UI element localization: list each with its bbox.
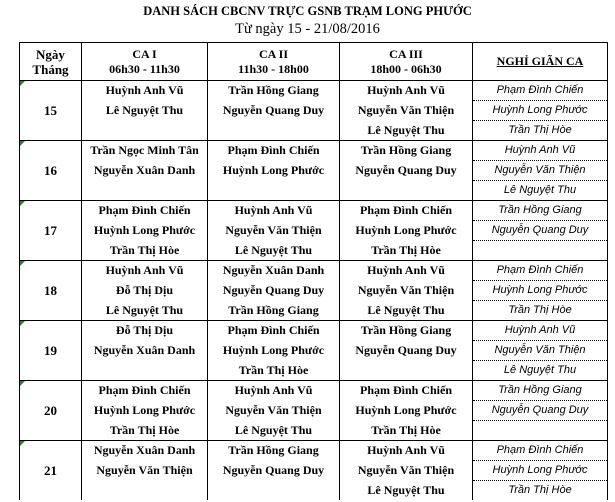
shift-ca2-cell: Trần Hồng Giang [208,301,340,321]
shift-ca3-cell: Trần Hồng Giang [340,141,473,161]
header-shift-3-name: CA III [389,46,423,61]
header-day [20,43,82,81]
day-label: 20 [44,403,57,418]
rest-cell: Nguyễn Quang Duy [473,401,608,421]
shift-ca1-cell: Trần Thị Hòe [82,241,208,261]
shift-ca3-cell: Lê Nguyệt Thu [340,481,473,501]
day-group-20 [20,381,608,441]
table-row [20,141,608,161]
rest-cell [473,421,608,441]
shift-ca2-cell: Trần Hồng Giang [208,441,340,461]
shift-ca1-cell: Phạm Đình Chiến [82,201,208,221]
shift-ca1-cell: Huỳnh Anh Vũ [82,261,208,281]
table-row [20,481,608,501]
shift-ca3-cell: Nguyễn Văn Thiện [340,101,473,121]
shift-ca2-cell: Huỳnh Long Phước [208,341,340,361]
shift-ca1-cell: Nguyễn Xuân Danh [82,161,208,181]
shift-ca3-cell: Nguyễn Quang Duy [340,161,473,181]
rest-cell: Trần Thị Hòe [473,301,608,321]
table-row [20,441,608,461]
shift-ca2-cell: Trần Thị Hòe [208,361,340,381]
rest-cell: Trần Thị Hòe [473,481,608,501]
day-group-18 [20,261,608,321]
cell-corner-marker [20,201,25,206]
rest-cell: Nguyễn Quang Duy [473,221,608,241]
table-row [20,161,608,181]
shift-ca2-cell: Huỳnh Long Phước [208,161,340,181]
table-row [20,461,608,481]
shift-ca2-cell: Lê Nguyệt Thu [208,421,340,441]
rest-cell [473,241,608,261]
shift-ca1-cell: Phạm Đình Chiến [82,381,208,401]
shift-ca1-cell: Đỗ Thị Dịu [82,281,208,301]
shift-ca1-cell [82,121,208,141]
table-row [20,341,608,361]
shift-ca1-cell: Nguyễn Văn Thiện [82,461,208,481]
header-shift-2-name: CA II [258,46,288,61]
shift-ca3-cell: Trần Thị Hòe [340,241,473,261]
table-row [20,181,608,201]
rest-cell: Lê Nguyệt Thu [473,361,608,381]
rest-cell: Phạm Đình Chiến [473,261,608,281]
day-cell [20,321,82,381]
table-row [20,81,608,101]
shift-ca2-cell [208,121,340,141]
shift-ca3-cell [340,361,473,381]
shift-ca3-cell: Trần Thị Hòe [340,421,473,441]
shift-ca1-cell: Trần Thị Hòe [82,421,208,441]
shift-ca1-cell: Huỳnh Long Phước [82,401,208,421]
header-day-line2: Tháng [32,61,69,77]
day-label: 18 [44,283,57,298]
shift-ca1-cell: Huỳnh Long Phước [82,221,208,241]
table-row [20,261,608,281]
table-row [20,381,608,401]
shift-ca3-cell: Huỳnh Anh Vũ [340,81,473,101]
shift-ca3-cell: Nguyễn Văn Thiện [340,461,473,481]
shift-ca2-cell: Trần Hồng Giang [208,81,340,101]
day-cell [20,141,82,201]
shift-ca3-cell [340,181,473,201]
table-row [20,321,608,341]
rest-cell: Huỳnh Long Phước [473,101,608,121]
table-row [20,361,608,381]
cell-corner-marker [20,381,25,386]
shift-ca2-cell: Nguyễn Văn Thiện [208,401,340,421]
day-group-17 [20,201,608,261]
header-row [20,43,608,81]
day-group-19 [20,321,608,381]
cell-corner-marker [20,141,25,146]
shift-ca2-cell: Nguyễn Văn Thiện [208,221,340,241]
header-shift-1-name: CA I [132,46,157,61]
shift-ca2-cell [208,181,340,201]
shift-ca1-cell: Nguyễn Xuân Danh [82,441,208,461]
shift-ca2-cell: Nguyễn Xuân Danh [208,261,340,281]
rest-cell: Trần Hồng Giang [473,381,608,401]
shift-ca2-cell: Nguyễn Quang Duy [208,461,340,481]
day-label: 17 [44,223,57,238]
rest-cell: Huỳnh Anh Vũ [473,141,608,161]
shift-ca3-cell: Trần Hồng Giang [340,321,473,341]
header-shift-3-time: 18h00 - 06h30 [370,61,442,76]
rest-cell: Lê Nguyệt Thu [473,181,608,201]
duty-schedule-table [19,42,608,500]
day-group-21 [20,441,608,501]
rest-cell: Phạm Đình Chiến [473,441,608,461]
header-day-line1: Ngày [36,46,65,62]
table-row [20,301,608,321]
shift-ca3-cell: Huỳnh Anh Vũ [340,441,473,461]
day-label: 21 [44,463,57,478]
header-rest-label: NGHỈ GIÃN CA [496,54,584,68]
shift-ca2-cell: Huỳnh Anh Vũ [208,201,340,221]
shift-ca3-cell: Phạm Đình Chiến [340,381,473,401]
rest-cell: Trần Hồng Giang [473,201,608,221]
document-title: DANH SÁCH CBCNV TRỰC GSNB TRẠM LONG PHƯỚC [143,4,472,18]
table-row [20,401,608,421]
shift-ca1-cell: Nguyễn Xuân Danh [82,341,208,361]
shift-ca1-cell: Lê Nguyệt Thu [82,301,208,321]
cell-corner-marker [20,441,25,446]
day-cell [20,441,82,501]
header-rest [473,43,608,81]
table-row [20,221,608,241]
day-group-15 [20,81,608,141]
shift-ca1-cell: Đỗ Thị Dịu [82,321,208,341]
table-row [20,421,608,441]
shift-ca1-cell: Lê Nguyệt Thu [82,101,208,121]
shift-ca3-cell: Huỳnh Long Phước [340,221,473,241]
shift-ca3-cell: Huỳnh Long Phước [340,401,473,421]
header-shift-2 [208,43,340,81]
table-row [20,241,608,261]
rest-cell: Nguyễn Văn Thiện [473,341,608,361]
rest-cell: Huỳnh Long Phước [473,461,608,481]
day-label: 19 [44,343,57,358]
cell-corner-marker [20,81,25,86]
shift-ca2-cell: Phạm Đình Chiến [208,141,340,161]
shift-ca1-cell: Huỳnh Anh Vũ [82,81,208,101]
day-label: 15 [44,103,57,118]
document-subtitle: Từ ngày 15 - 21/08/2016 [235,21,380,37]
day-cell [20,381,82,441]
shift-ca2-cell: Huỳnh Anh Vũ [208,381,340,401]
rest-cell: Phạm Đình Chiến [473,81,608,101]
header-shift-2-time: 11h30 - 18h00 [238,61,309,76]
shift-ca2-cell: Nguyễn Quang Duy [208,281,340,301]
header-shift-1-time: 06h30 - 11h30 [109,61,180,76]
shift-ca2-cell: Lê Nguyệt Thu [208,241,340,261]
shift-ca1-cell [82,361,208,381]
shift-ca3-cell: Lê Nguyệt Thu [340,121,473,141]
cell-corner-marker [20,321,25,326]
rest-cell: Huỳnh Long Phước [473,281,608,301]
table-row [20,281,608,301]
shift-ca2-cell: Nguyễn Quang Duy [208,101,340,121]
day-cell [20,261,82,321]
shift-ca1-cell [82,481,208,501]
rest-cell: Huỳnh Anh Vũ [473,321,608,341]
table-row [20,121,608,141]
day-label: 16 [44,163,57,178]
table-row [20,101,608,121]
table-row [20,201,608,221]
shift-ca3-cell: Lê Nguyệt Thu [340,301,473,321]
day-group-16 [20,141,608,201]
shift-ca3-cell: Nguyễn Quang Duy [340,341,473,361]
header-shift-1 [82,43,208,81]
shift-ca3-cell: Phạm Đình Chiến [340,201,473,221]
day-cell [20,81,82,141]
shift-ca2-cell: Phạm Đình Chiến [208,321,340,341]
rest-cell: Trần Thị Hòe [473,121,608,141]
shift-ca3-cell: Huỳnh Anh Vũ [340,261,473,281]
rest-cell: Nguyễn Văn Thiện [473,161,608,181]
shift-ca2-cell [208,481,340,501]
cell-corner-marker [20,261,25,266]
shift-ca1-cell [82,181,208,201]
shift-ca3-cell: Nguyễn Văn Thiện [340,281,473,301]
header-shift-3 [340,43,473,81]
shift-ca1-cell: Trần Ngọc Minh Tân [82,141,208,161]
day-cell [20,201,82,261]
